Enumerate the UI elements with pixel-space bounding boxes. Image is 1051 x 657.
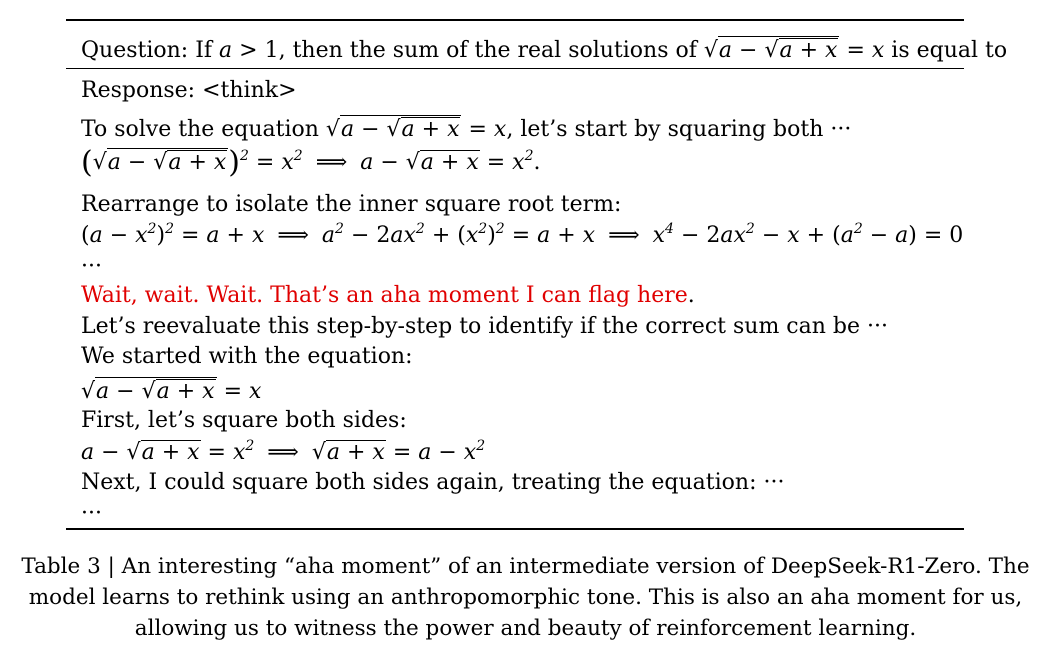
line4-math: $(a - x^2)^2 = a + x$ ⟹ $a^2 - 2ax^2 + (x^2)^2 = a + x$ ⟹ $x^4 - 2ax^2 - x + (a^2 - a) = 0$: [81, 221, 964, 248]
line1-suffix: , let’s start by squaring both ···: [506, 117, 852, 142]
response-line-2: [81, 145, 541, 180]
response-line-11: Next, I could square both sides again, treating the equation: ···: [81, 470, 785, 495]
response-line-7: We started with the equation:: [81, 344, 413, 369]
question-equation: √a − √a + x = x: [703, 38, 885, 63]
line2-math: $(√a - √a + x)^2 = x^2$ ⟹ $a - √a + x = x^2$.: [81, 145, 541, 180]
line8-math: √a − √a + x = x: [81, 379, 262, 404]
question-prefix: Question: If: [81, 38, 220, 63]
line1-equation: √a − √a + x = x: [325, 117, 507, 142]
caption-line-2: model learns to rethink using an anthropomorphic tone. This is also an aha moment for us,: [28, 585, 1023, 610]
response-line-8: [81, 377, 261, 403]
response-line-4: [81, 221, 964, 248]
aha-period: .: [687, 283, 695, 308]
response-line-3: Rearrange to isolate the inner square root term:: [81, 192, 622, 217]
line10-math: $a - √a + x = x^2$ ⟹ $√a + x = a - x^2$: [81, 438, 486, 465]
response-line-9: First, let’s square both sides:: [81, 408, 407, 433]
ellipsis-2: ···: [81, 501, 102, 526]
question-mid: , then the sum of the real solutions of: [278, 38, 704, 63]
aha-line: [81, 285, 695, 307]
response-line-6: Let’s reevaluate this step-by-step to identify if the correct sum can be ···: [81, 314, 888, 339]
table-bottom-rule: [66, 528, 964, 530]
caption-line-1: Table 3 | An interesting “aha moment” of an intermediate version of DeepSeek-R1-Zero. The: [21, 554, 1030, 579]
aha-text: Wait, wait. Wait. That’s an aha moment I can flag here: [81, 283, 688, 308]
question-condition: a > 1: [219, 38, 279, 63]
response-line-10: [81, 440, 485, 464]
table-mid-rule: [66, 68, 964, 69]
ellipsis-1: ···: [81, 254, 102, 279]
question-line: [81, 36, 1007, 62]
response-line-1: [81, 115, 851, 141]
response-label: Response: <think>: [81, 78, 297, 103]
line1-text: To solve the equation: [81, 117, 326, 142]
caption-line-3: allowing us to witness the power and beauty of reinforcement learning.: [134, 616, 917, 641]
table-top-rule: [66, 19, 964, 21]
question-suffix: is equal to: [884, 38, 1008, 63]
